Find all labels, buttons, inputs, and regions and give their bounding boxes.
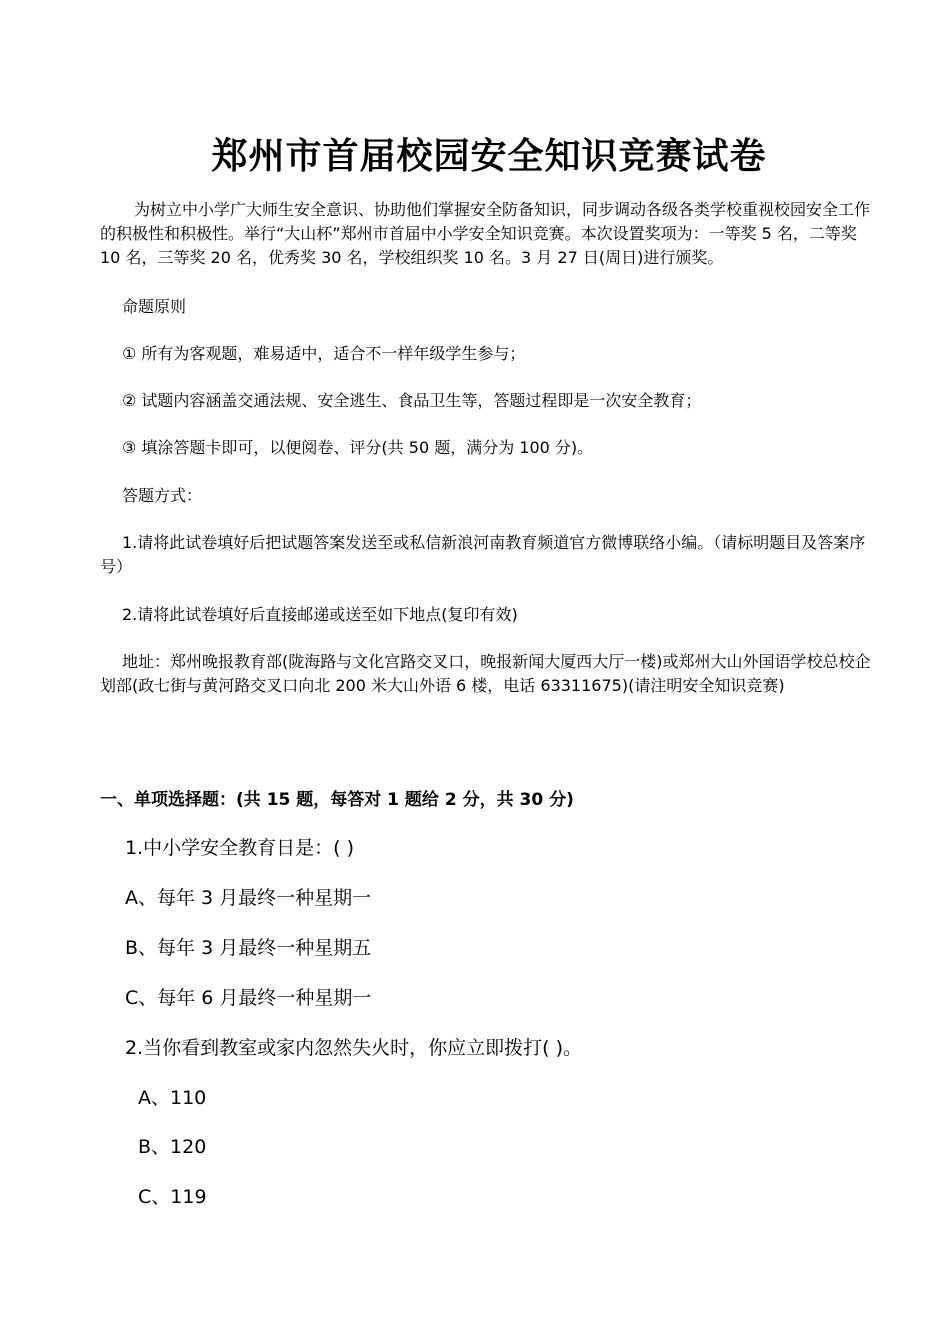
method-item-1: 1.请将此试卷填好后把试题答案发送至或私信新浪河南教育频道官方微博联络小编。（请标明题目及答案序号） — [100, 533, 866, 576]
question-1-option-a: A、每年 3 月最终一种星期一 — [125, 887, 372, 909]
method-item-2: 2.请将此试卷填好后直接邮递或送至如下地点(复印有效) — [122, 605, 518, 624]
method-heading: 答题方式： — [122, 486, 203, 505]
principle-item-3: ③ 填涂答题卡即可，以便阅卷、评分(共 50 题，满分为 100 分)。 — [122, 438, 594, 457]
question-2-option-b: B、120 — [138, 1136, 207, 1158]
question-1-option-b: B、每年 3 月最终一种星期五 — [125, 937, 372, 959]
principle-item-1: ① 所有为客观题，难易适中，适合不一样年级学生参与； — [122, 344, 526, 363]
principle-item-2: ② 试题内容涵盖交通法规、安全逃生、食品卫生等，答题过程即是一次安全教育； — [122, 391, 702, 410]
question-2-option-c: C、119 — [138, 1186, 207, 1208]
address-paragraph: 地址：郑州晚报教育部(陇海路与文化宫路交叉口，晚报新闻大厦西大厅一楼)或郑州大山外国语学校总校企划部(政七街与黄河路交叉口向北 200 米大山外语 6 楼，电话 63311675)(请注明安全知识竞赛) — [100, 652, 871, 695]
question-2-option-a: A、110 — [138, 1087, 207, 1109]
question-2-stem: 2.当你看到教室或家内忽然失火时，你应立即拨打( )。 — [125, 1037, 582, 1059]
question-1-stem: 1.中小学安全教育日是：( ) — [125, 837, 354, 859]
question-1-option-c: C、每年 6 月最终一种星期一 — [125, 987, 372, 1009]
intro-paragraph: 为树立中小学广大师生安全意识、协助他们掌握安全防备知识，同步调动各级各类学校重视校园安全工作的积极性和积极性。举行“大山杯”郑州市首届中小学安全知识竞赛。本次设置奖项为：一等奖 5 名，二等奖 10 名，三等奖 20 名，优秀奖 30 名，学校组织奖 10 名。3 月 27 日(周日)进行颁奖。 — [100, 200, 871, 267]
page-title: 郑州市首届校园安全知识竞赛试卷 — [211, 135, 767, 177]
principle-heading: 命题原则 — [122, 297, 187, 316]
section-heading: 一、单项选择题：(共 15 题，每答对 1 题给 2 分，共 30 分) — [100, 790, 574, 810]
